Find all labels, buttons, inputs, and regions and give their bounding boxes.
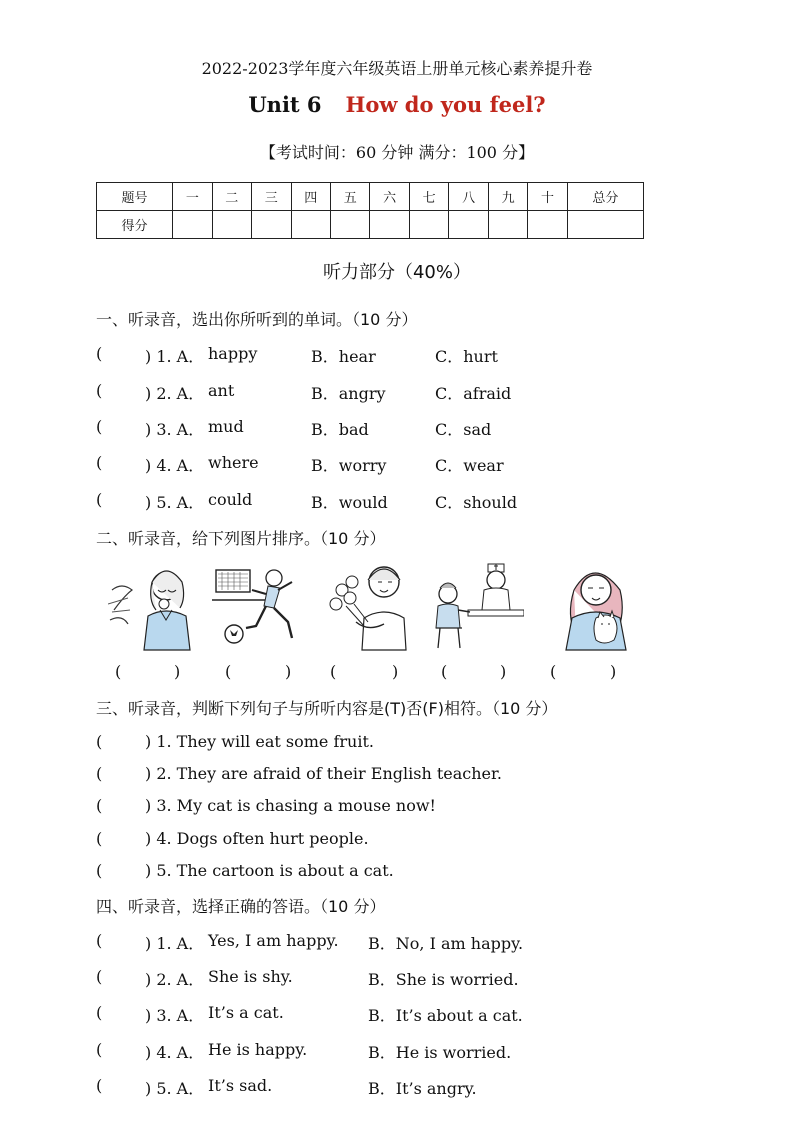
section2-title: 二、听录音，给下列图片排序。（10 分） xyxy=(96,529,386,548)
document-title: 2022-2023学年度六年级英语上册单元核心素养提升卷 xyxy=(201,59,593,78)
question-number: ) 5. A． xyxy=(145,493,205,512)
score-cell: 一 xyxy=(173,183,212,211)
answer-paren[interactable]: ( xyxy=(96,381,103,400)
answer-paren[interactable]: ( xyxy=(96,967,103,986)
score-input-cell[interactable] xyxy=(449,211,488,239)
answer-paren[interactable]: ( xyxy=(225,662,232,681)
option-b: B．would xyxy=(311,493,388,512)
question-number: ) 1. A． xyxy=(145,934,205,953)
score-input-cell[interactable] xyxy=(567,211,643,239)
answer-paren[interactable]: ( xyxy=(96,796,103,815)
score-cell: 总分 xyxy=(567,183,643,211)
option-a: where xyxy=(208,453,259,472)
girl-flowers-picture xyxy=(324,560,420,652)
score-input-cell[interactable] xyxy=(173,211,212,239)
question-number: ) 4. A． xyxy=(145,456,205,475)
option-c: C．wear xyxy=(435,456,504,475)
unit-number: Unit 6 xyxy=(248,92,322,117)
score-input-cell[interactable] xyxy=(252,211,291,239)
option-b: B．He is worried. xyxy=(368,1043,512,1062)
score-cell: 九 xyxy=(488,183,527,211)
statement-text: ) 2. They are afraid of their English teacher. xyxy=(145,764,502,783)
score-cell: 十 xyxy=(528,183,567,211)
girl-cat-picture xyxy=(548,560,644,652)
score-table-header-row xyxy=(97,183,644,211)
score-table xyxy=(96,182,644,239)
answer-paren[interactable]: ( xyxy=(96,344,103,363)
option-c: C．should xyxy=(435,493,518,512)
question-number: ) 1. A． xyxy=(145,347,205,366)
option-a: mud xyxy=(208,417,244,436)
answer-paren[interactable]: ) xyxy=(392,662,399,681)
section1-title: 一、听录音，选出你所听到的单词。（10 分） xyxy=(96,310,418,329)
option-c: C．hurt xyxy=(435,347,498,366)
score-cell: 六 xyxy=(370,183,409,211)
section3-title: 三、听录音，判断下列句子与所听内容是(T)否(F)相符。（10 分） xyxy=(96,699,558,718)
boy-doctor-picture xyxy=(428,560,524,652)
score-cell: 七 xyxy=(409,183,448,211)
option-a: Yes, I am happy. xyxy=(208,931,339,950)
unit-subtitle: How do you feel? xyxy=(345,92,546,117)
answer-paren[interactable]: ) xyxy=(174,662,181,681)
question-number: ) 4. A． xyxy=(145,1043,205,1062)
answer-paren[interactable]: ) xyxy=(610,662,617,681)
option-a: He is happy. xyxy=(208,1040,308,1059)
answer-paren[interactable]: ( xyxy=(441,662,448,681)
score-input-cell[interactable] xyxy=(409,211,448,239)
score-table-score-row xyxy=(97,211,644,239)
question-number: ) 2. A． xyxy=(145,384,205,403)
part-title: 听力部分（40%） xyxy=(322,262,471,283)
answer-paren[interactable]: ( xyxy=(96,931,103,950)
option-a: It’s sad. xyxy=(208,1076,273,1095)
boy-soccer-picture xyxy=(212,560,308,652)
answer-paren[interactable]: ( xyxy=(96,1040,103,1059)
option-b: B．hear xyxy=(311,347,376,366)
option-b: B．It’s angry. xyxy=(368,1079,477,1098)
score-input-cell[interactable] xyxy=(528,211,567,239)
score-input-cell[interactable] xyxy=(212,211,251,239)
option-a: happy xyxy=(208,344,258,363)
score-input-cell[interactable] xyxy=(291,211,330,239)
unit-heading xyxy=(0,92,794,117)
score-input-cell[interactable] xyxy=(370,211,409,239)
statement-text: ) 4. Dogs often hurt people. xyxy=(145,829,369,848)
answer-paren[interactable]: ) xyxy=(500,662,507,681)
exam-info: 【考试时间：60 分钟 满分：100 分】 xyxy=(259,143,535,162)
answer-paren[interactable]: ( xyxy=(96,732,103,751)
answer-paren[interactable]: ) xyxy=(285,662,292,681)
score-input-cell[interactable] xyxy=(488,211,527,239)
score-cell: 五 xyxy=(330,183,369,211)
option-b: B．worry xyxy=(311,456,387,475)
statement-text: ) 5. The cartoon is about a cat. xyxy=(145,861,394,880)
question-number: ) 3. A． xyxy=(145,420,205,439)
option-b: B．bad xyxy=(311,420,369,439)
answer-paren[interactable]: ( xyxy=(96,861,103,880)
answer-paren[interactable]: ( xyxy=(330,662,337,681)
score-input-cell[interactable] xyxy=(330,211,369,239)
answer-paren[interactable]: ( xyxy=(96,417,103,436)
answer-paren[interactable]: ( xyxy=(115,662,122,681)
question-number: ) 3. A． xyxy=(145,1006,205,1025)
score-cell: 二 xyxy=(212,183,251,211)
statement-text: ) 1. They will eat some fruit. xyxy=(145,732,374,751)
option-b: B．She is worried. xyxy=(368,970,519,989)
question-number: ) 2. A． xyxy=(145,970,205,989)
score-cell: 八 xyxy=(449,183,488,211)
answer-paren[interactable]: ( xyxy=(96,764,103,783)
score-row-label: 得分 xyxy=(97,211,173,239)
girl-crying-picture xyxy=(108,560,204,652)
statement-text: ) 3. My cat is chasing a mouse now! xyxy=(145,796,436,815)
answer-paren[interactable]: ( xyxy=(96,829,103,848)
option-b: B．angry xyxy=(311,384,386,403)
answer-paren[interactable]: ( xyxy=(96,1003,103,1022)
score-cell: 四 xyxy=(291,183,330,211)
answer-paren[interactable]: ( xyxy=(96,490,103,509)
option-c: C．sad xyxy=(435,420,492,439)
section4-title: 四、听录音，选择正确的答语。（10 分） xyxy=(96,897,386,916)
option-a: could xyxy=(208,490,253,509)
answer-paren[interactable]: ( xyxy=(96,1076,103,1095)
option-a: She is shy. xyxy=(208,967,293,986)
option-b: B．No, I am happy. xyxy=(368,934,524,953)
answer-paren[interactable]: ( xyxy=(550,662,557,681)
score-cell: 三 xyxy=(252,183,291,211)
option-c: C．afraid xyxy=(435,384,512,403)
option-b: B．It’s about a cat. xyxy=(368,1006,523,1025)
picture-strip xyxy=(108,560,648,652)
answer-paren[interactable]: ( xyxy=(96,453,103,472)
option-a: ant xyxy=(208,381,235,400)
question-number: ) 5. A． xyxy=(145,1079,205,1098)
score-cell: 题号 xyxy=(97,183,173,211)
option-a: It’s a cat. xyxy=(208,1003,284,1022)
